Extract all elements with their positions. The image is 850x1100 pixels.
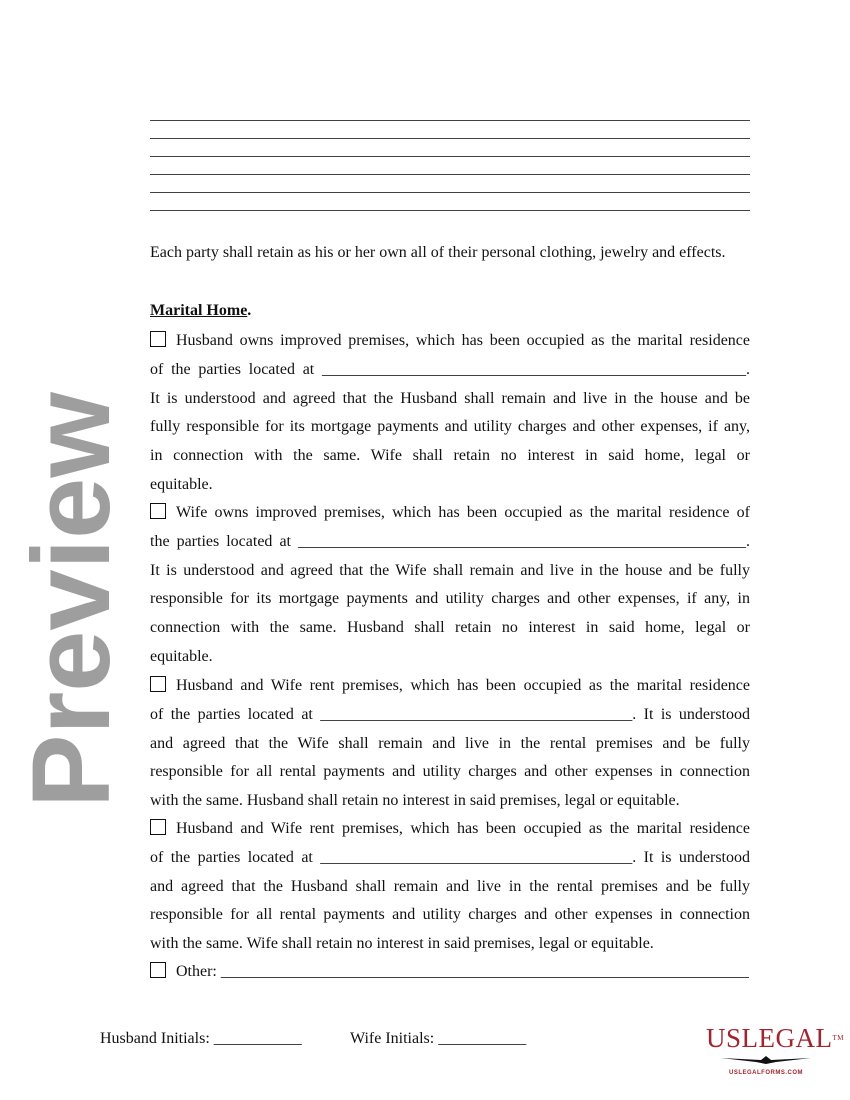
option-text: responsible for its mortgage payments and utility charges and other expenses, if any, in <box>150 590 750 608</box>
option-text: with the same. Husband shall retain no interest in said premises, legal or equitable. <box>150 792 680 809</box>
option-text: Wife owns improved premises, which has been occupied as the marital residence of <box>176 504 750 521</box>
option-4-line <box>150 877 750 897</box>
option-3-line <box>150 762 750 782</box>
option-4-line <box>150 934 750 954</box>
option-2-line <box>150 503 750 523</box>
checkbox[interactable] <box>150 962 166 978</box>
option-text: the parties located at ________________________________________________________. <box>150 532 750 550</box>
logo-tm: TM <box>832 1034 844 1042</box>
blank-line: ___________________________________________________________________________ <box>150 196 750 213</box>
option-text: and agreed that the Husband shall remain and live in the rental premises and be fully <box>150 877 750 895</box>
option-4-line <box>150 848 750 868</box>
option-3-line <box>150 734 750 754</box>
personal-effects-paragraph: Each party shall retain as his or her own all of their personal clothing, jewelry and effects. <box>150 244 726 261</box>
option-3-line <box>150 705 750 725</box>
blank-line: ___________________________________________________________________________ <box>150 106 750 123</box>
option-text: connection with the same. Husband shall retain no interest in said home, legal or <box>150 619 750 636</box>
section-heading-text: Marital Home <box>150 302 248 319</box>
checkbox[interactable] <box>150 819 166 835</box>
option-text: of the parties located at _____________________________________________________. <box>150 360 750 378</box>
checkbox[interactable] <box>150 676 166 692</box>
blank-line: ___________________________________________________________________________ <box>150 142 750 159</box>
blank-line: ___________________________________________________________________________ <box>150 124 750 141</box>
option-1-line <box>150 417 750 437</box>
checkbox[interactable] <box>150 331 166 347</box>
option-text: and agreed that the Wife shall remain and live in the rental premises and be fully <box>150 734 750 752</box>
option-1-line <box>150 446 750 466</box>
option-text: equitable. <box>150 647 213 665</box>
logo-url: USLEGALFORMS.COM <box>729 1070 803 1076</box>
option-1-line <box>150 360 750 380</box>
option-text: with the same. Wife shall retain no interest in said premises, legal or equitable. <box>150 935 654 952</box>
option-text: of the parties located at _______________________________________. It is understood <box>150 848 750 866</box>
checkbox[interactable] <box>150 503 166 519</box>
option-2-line <box>150 618 750 638</box>
option-4-line <box>150 819 750 839</box>
option-2-line <box>150 561 750 581</box>
option-text: responsible for all rental payments and utility charges and other expenses in connection <box>150 906 750 924</box>
option-text: It is understood and agreed that the Wife shall remain and live in the house and be fully <box>150 561 750 579</box>
option-text: Husband and Wife rent premises, which has been occupied as the marital residence <box>176 820 750 837</box>
option-4-line <box>150 905 750 925</box>
option-text: of the parties located at _______________________________________. It is understood <box>150 705 750 723</box>
husband-initials: Husband Initials: ___________ <box>100 1030 302 1047</box>
eagle-icon <box>716 1055 816 1065</box>
option-3-line <box>150 676 750 696</box>
option-2-line <box>150 532 750 552</box>
section-heading <box>150 301 750 321</box>
uslegal-logo <box>706 1023 844 1076</box>
option-2-line <box>150 589 750 609</box>
logo-brand: USLEGAL <box>706 1023 833 1053</box>
option-1-line <box>150 389 750 409</box>
option-text: Husband and Wife rent premises, which has been occupied as the marital residence <box>176 677 750 694</box>
option-3-line <box>150 791 750 811</box>
option-1-line <box>150 331 750 351</box>
blank-line: ___________________________________________________________________________ <box>150 160 750 177</box>
option-5-line <box>150 962 750 982</box>
option-1-line <box>150 475 750 495</box>
option-text: Other: __________________________________________________________________ <box>176 963 749 980</box>
option-text: Husband owns improved premises, which has been occupied as the marital residence <box>176 332 750 349</box>
blank-line: ___________________________________________________________________________ <box>150 178 750 195</box>
option-text: fully responsible for its mortgage payments and utility charges and other expenses, if any, <box>150 418 750 436</box>
preview-watermark: Preview <box>10 392 133 808</box>
option-2-line <box>150 647 750 667</box>
option-text: It is understood and agreed that the Husband shall remain and live in the house and be <box>150 389 750 407</box>
option-text: responsible for all rental payments and utility charges and other expenses in connection <box>150 763 750 781</box>
wife-initials: Wife Initials: ___________ <box>350 1030 527 1047</box>
option-text: in connection with the same. Wife shall retain no interest in said home, legal or <box>150 447 750 464</box>
option-text: equitable. <box>150 475 213 493</box>
heading-period: . <box>247 302 252 319</box>
